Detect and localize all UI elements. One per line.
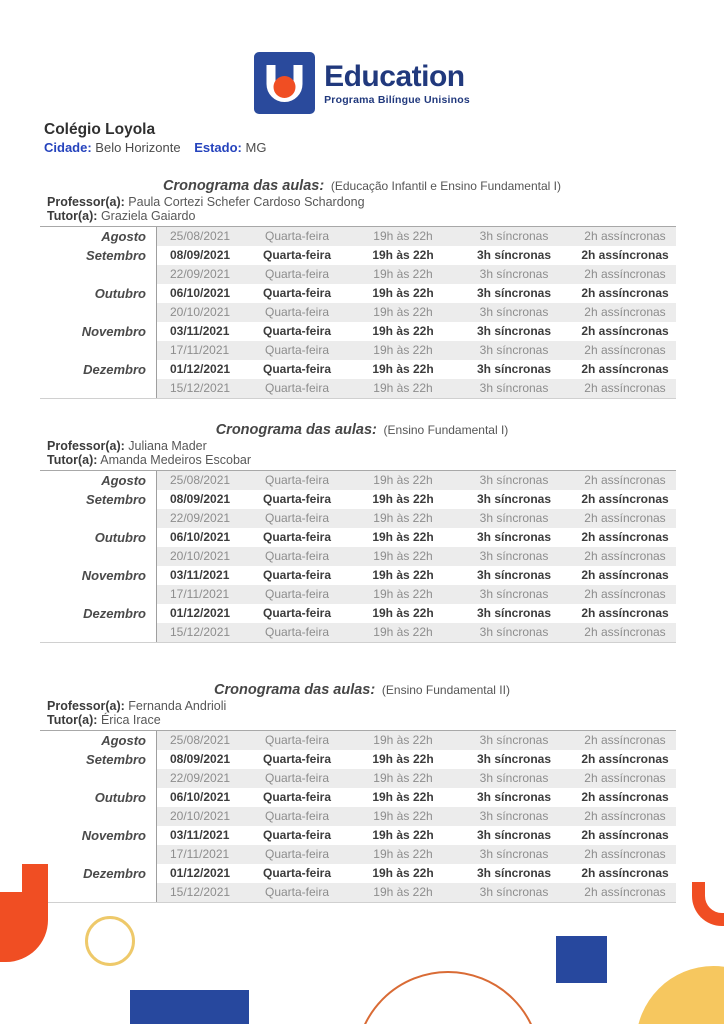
logo-text-block (324, 61, 470, 106)
table-row (40, 528, 676, 547)
professor-line (47, 699, 724, 713)
weekday-cell: Quarta-feira (242, 284, 352, 303)
table-row (40, 566, 676, 585)
async-hours-cell: 2h assíncronas (574, 341, 676, 360)
month-cell: Agosto (40, 471, 157, 490)
date-cell: 08/09/2021 (157, 750, 242, 769)
table-row (40, 750, 676, 769)
sync-hours-cell: 3h síncronas (454, 322, 574, 341)
month-cell: Setembro (40, 490, 157, 509)
async-hours-cell: 2h assíncronas (574, 322, 676, 341)
weekday-cell: Quarta-feira (242, 604, 352, 623)
table-row (40, 826, 676, 845)
sync-hours-cell: 3h síncronas (454, 360, 574, 379)
school-location-line (44, 139, 724, 156)
date-cell: 20/10/2021 (157, 807, 242, 826)
professor-label: Professor(a): (47, 195, 125, 209)
async-hours-cell: 2h assíncronas (574, 731, 676, 750)
table-row (40, 845, 676, 864)
schedule-table (40, 470, 676, 643)
month-cell (40, 379, 157, 398)
date-cell: 03/11/2021 (157, 566, 242, 585)
section-title: Cronograma das aulas: (215, 422, 377, 438)
async-hours-cell: 2h assíncronas (574, 284, 676, 303)
month-cell: Agosto (40, 227, 157, 246)
async-hours-cell: 2h assíncronas (574, 807, 676, 826)
weekday-cell: Quarta-feira (242, 379, 352, 398)
async-hours-cell: 2h assíncronas (574, 788, 676, 807)
section-title-line (0, 419, 724, 438)
section-title: Cronograma das aulas: (214, 682, 376, 698)
month-cell: Novembro (40, 322, 157, 341)
table-row (40, 623, 676, 642)
decor-blue-square (556, 936, 607, 983)
month-cell: Outubro (40, 528, 157, 547)
date-cell: 22/09/2021 (157, 769, 242, 788)
professor-line (47, 195, 724, 209)
month-cell: Dezembro (40, 604, 157, 623)
date-cell: 01/12/2021 (157, 604, 242, 623)
table-row (40, 246, 676, 265)
date-cell: 20/10/2021 (157, 547, 242, 566)
time-cell: 19h às 22h (352, 509, 454, 528)
time-cell: 19h às 22h (352, 246, 454, 265)
sync-hours-cell: 3h síncronas (454, 585, 574, 604)
weekday-cell: Quarta-feira (242, 490, 352, 509)
month-cell: Novembro (40, 826, 157, 845)
date-cell: 22/09/2021 (157, 265, 242, 284)
weekday-cell: Quarta-feira (242, 883, 352, 902)
sync-hours-cell: 3h síncronas (454, 807, 574, 826)
table-row (40, 322, 676, 341)
time-cell: 19h às 22h (352, 379, 454, 398)
weekday-cell: Quarta-feira (242, 585, 352, 604)
state-value: MG (245, 140, 267, 155)
month-cell (40, 769, 157, 788)
date-cell: 25/08/2021 (157, 731, 242, 750)
sync-hours-cell: 3h síncronas (454, 623, 574, 642)
month-cell: Novembro (40, 566, 157, 585)
month-cell: Agosto (40, 731, 157, 750)
table-row (40, 585, 676, 604)
time-cell: 19h às 22h (352, 623, 454, 642)
sync-hours-cell: 3h síncronas (454, 788, 574, 807)
async-hours-cell: 2h assíncronas (574, 864, 676, 883)
time-cell: 19h às 22h (352, 750, 454, 769)
time-cell: 19h às 22h (352, 788, 454, 807)
section-title-line (0, 679, 724, 698)
async-hours-cell: 2h assíncronas (574, 490, 676, 509)
weekday-cell: Quarta-feira (242, 246, 352, 265)
table-row (40, 731, 676, 750)
time-cell: 19h às 22h (352, 807, 454, 826)
month-cell: Outubro (40, 284, 157, 303)
time-cell: 19h às 22h (352, 490, 454, 509)
month-cell: Dezembro (40, 360, 157, 379)
async-hours-cell: 2h assíncronas (574, 227, 676, 246)
table-row (40, 490, 676, 509)
tutor-line (47, 713, 724, 727)
sync-hours-cell: 3h síncronas (454, 528, 574, 547)
time-cell: 19h às 22h (352, 845, 454, 864)
weekday-cell: Quarta-feira (242, 509, 352, 528)
table-row (40, 788, 676, 807)
schedule-table (40, 226, 676, 399)
time-cell: 19h às 22h (352, 566, 454, 585)
tutor-name: Graziela Gaiardo (100, 209, 196, 223)
month-cell (40, 883, 157, 902)
date-cell: 22/09/2021 (157, 509, 242, 528)
table-row (40, 547, 676, 566)
time-cell: 19h às 22h (352, 585, 454, 604)
time-cell: 19h às 22h (352, 731, 454, 750)
weekday-cell: Quarta-feira (242, 864, 352, 883)
async-hours-cell: 2h assíncronas (574, 303, 676, 322)
month-cell (40, 547, 157, 566)
weekday-cell: Quarta-feira (242, 566, 352, 585)
async-hours-cell: 2h assíncronas (574, 509, 676, 528)
weekday-cell: Quarta-feira (242, 341, 352, 360)
logo-subtitle-text: Programa Bilíngue Unisinos (324, 93, 470, 106)
async-hours-cell: 2h assíncronas (574, 623, 676, 642)
date-cell: 06/10/2021 (157, 788, 242, 807)
weekday-cell: Quarta-feira (242, 826, 352, 845)
professor-name: Paula Cortezi Schefer Cardoso Schardong (128, 195, 365, 209)
tutor-label: Tutor(a): (47, 713, 98, 727)
time-cell: 19h às 22h (352, 547, 454, 566)
month-cell (40, 265, 157, 284)
school-name: Colégio Loyola (44, 121, 156, 138)
professor-line (47, 439, 724, 453)
sync-hours-cell: 3h síncronas (454, 883, 574, 902)
sync-hours-cell: 3h síncronas (454, 604, 574, 623)
weekday-cell: Quarta-feira (242, 623, 352, 642)
date-cell: 01/12/2021 (157, 864, 242, 883)
month-cell (40, 585, 157, 604)
professor-name: Fernanda Andrioli (128, 699, 227, 713)
date-cell: 25/08/2021 (157, 227, 242, 246)
async-hours-cell: 2h assíncronas (574, 360, 676, 379)
tutor-line (47, 453, 724, 467)
state-label: Estado: (194, 140, 242, 155)
date-cell: 15/12/2021 (157, 623, 242, 642)
sync-hours-cell: 3h síncronas (454, 265, 574, 284)
async-hours-cell: 2h assíncronas (574, 471, 676, 490)
table-row (40, 509, 676, 528)
async-hours-cell: 2h assíncronas (574, 379, 676, 398)
sync-hours-cell: 3h síncronas (454, 547, 574, 566)
weekday-cell: Quarta-feira (242, 322, 352, 341)
weekday-cell: Quarta-feira (242, 845, 352, 864)
schedule-section (0, 175, 724, 399)
weekday-cell: Quarta-feira (242, 303, 352, 322)
async-hours-cell: 2h assíncronas (574, 528, 676, 547)
tutor-name: Amanda Medeiros Escobar (100, 453, 252, 467)
month-cell (40, 341, 157, 360)
section-subtitle: (Ensino Fundamental I) (383, 423, 509, 437)
month-cell (40, 509, 157, 528)
sync-hours-cell: 3h síncronas (454, 826, 574, 845)
date-cell: 06/10/2021 (157, 284, 242, 303)
async-hours-cell: 2h assíncronas (574, 246, 676, 265)
weekday-cell: Quarta-feira (242, 731, 352, 750)
async-hours-cell: 2h assíncronas (574, 883, 676, 902)
professor-label: Professor(a): (47, 439, 125, 453)
table-row (40, 883, 676, 902)
weekday-cell: Quarta-feira (242, 360, 352, 379)
date-cell: 17/11/2021 (157, 341, 242, 360)
weekday-cell: Quarta-feira (242, 265, 352, 284)
sync-hours-cell: 3h síncronas (454, 490, 574, 509)
table-row (40, 604, 676, 623)
time-cell: 19h às 22h (352, 341, 454, 360)
async-hours-cell: 2h assíncronas (574, 604, 676, 623)
time-cell: 19h às 22h (352, 883, 454, 902)
weekday-cell: Quarta-feira (242, 750, 352, 769)
sync-hours-cell: 3h síncronas (454, 864, 574, 883)
time-cell: 19h às 22h (352, 227, 454, 246)
weekday-cell: Quarta-feira (242, 528, 352, 547)
sync-hours-cell: 3h síncronas (454, 341, 574, 360)
time-cell: 19h às 22h (352, 471, 454, 490)
city-label: Cidade: (44, 140, 92, 155)
sync-hours-cell: 3h síncronas (454, 769, 574, 788)
weekday-cell: Quarta-feira (242, 471, 352, 490)
schedule-table (40, 730, 676, 903)
table-row (40, 227, 676, 246)
sync-hours-cell: 3h síncronas (454, 303, 574, 322)
decor-yellow-ring (85, 916, 135, 966)
table-row (40, 379, 676, 398)
time-cell: 19h às 22h (352, 826, 454, 845)
table-row (40, 769, 676, 788)
weekday-cell: Quarta-feira (242, 807, 352, 826)
sync-hours-cell: 3h síncronas (454, 509, 574, 528)
month-cell (40, 845, 157, 864)
async-hours-cell: 2h assíncronas (574, 826, 676, 845)
section-subtitle: (Educação Infantil e Ensino Fundamental I) (330, 179, 561, 193)
table-row (40, 864, 676, 883)
month-cell: Setembro (40, 750, 157, 769)
table-row (40, 265, 676, 284)
date-cell: 03/11/2021 (157, 322, 242, 341)
async-hours-cell: 2h assíncronas (574, 750, 676, 769)
time-cell: 19h às 22h (352, 528, 454, 547)
weekday-cell: Quarta-feira (242, 788, 352, 807)
date-cell: 17/11/2021 (157, 585, 242, 604)
date-cell: 15/12/2021 (157, 883, 242, 902)
async-hours-cell: 2h assíncronas (574, 769, 676, 788)
time-cell: 19h às 22h (352, 604, 454, 623)
time-cell: 19h às 22h (352, 864, 454, 883)
time-cell: 19h às 22h (352, 265, 454, 284)
section-subtitle: (Ensino Fundamental II) (381, 683, 510, 697)
tutor-label: Tutor(a): (47, 453, 98, 467)
professor-name: Juliana Mader (128, 439, 207, 453)
section-title: Cronograma das aulas: (163, 178, 325, 194)
async-hours-cell: 2h assíncronas (574, 585, 676, 604)
professor-label: Professor(a): (47, 699, 125, 713)
decor-orange-u-hook (692, 882, 724, 926)
sync-hours-cell: 3h síncronas (454, 731, 574, 750)
async-hours-cell: 2h assíncronas (574, 547, 676, 566)
header-logo (0, 0, 724, 114)
tutor-label: Tutor(a): (47, 209, 98, 223)
date-cell: 20/10/2021 (157, 303, 242, 322)
section-title-line (0, 175, 724, 194)
month-cell: Outubro (40, 788, 157, 807)
education-logo-icon (254, 52, 315, 114)
decor-orange-ring (355, 971, 541, 1024)
schedule-section (0, 419, 724, 643)
sync-hours-cell: 3h síncronas (454, 246, 574, 265)
school-block (44, 121, 724, 156)
async-hours-cell: 2h assíncronas (574, 566, 676, 585)
date-cell: 15/12/2021 (157, 379, 242, 398)
date-cell: 03/11/2021 (157, 826, 242, 845)
table-row (40, 284, 676, 303)
sync-hours-cell: 3h síncronas (454, 566, 574, 585)
tutor-name: Érica Irace (100, 713, 161, 727)
async-hours-cell: 2h assíncronas (574, 265, 676, 284)
month-cell: Setembro (40, 246, 157, 265)
table-row (40, 471, 676, 490)
time-cell: 19h às 22h (352, 769, 454, 788)
sync-hours-cell: 3h síncronas (454, 471, 574, 490)
table-row (40, 807, 676, 826)
table-row (40, 360, 676, 379)
table-row (40, 341, 676, 360)
city-value: Belo Horizonte (95, 140, 181, 155)
decor-orange-j-hook (0, 892, 48, 962)
sync-hours-cell: 3h síncronas (454, 227, 574, 246)
time-cell: 19h às 22h (352, 303, 454, 322)
table-row (40, 303, 676, 322)
month-cell (40, 303, 157, 322)
date-cell: 17/11/2021 (157, 845, 242, 864)
date-cell: 25/08/2021 (157, 471, 242, 490)
month-cell: Dezembro (40, 864, 157, 883)
tutor-line (47, 209, 724, 223)
time-cell: 19h às 22h (352, 322, 454, 341)
sync-hours-cell: 3h síncronas (454, 284, 574, 303)
time-cell: 19h às 22h (352, 284, 454, 303)
decor-blue-rectangle (130, 990, 249, 1024)
date-cell: 08/09/2021 (157, 246, 242, 265)
weekday-cell: Quarta-feira (242, 769, 352, 788)
time-cell: 19h às 22h (352, 360, 454, 379)
decor-yellow-circle (636, 966, 724, 1024)
month-cell (40, 807, 157, 826)
sync-hours-cell: 3h síncronas (454, 750, 574, 769)
weekday-cell: Quarta-feira (242, 227, 352, 246)
date-cell: 01/12/2021 (157, 360, 242, 379)
month-cell (40, 623, 157, 642)
logo-brand-text: Education (324, 59, 465, 93)
schedule-sections (0, 175, 724, 903)
date-cell: 06/10/2021 (157, 528, 242, 547)
date-cell: 08/09/2021 (157, 490, 242, 509)
sync-hours-cell: 3h síncronas (454, 379, 574, 398)
async-hours-cell: 2h assíncronas (574, 845, 676, 864)
schedule-section (0, 679, 724, 903)
sync-hours-cell: 3h síncronas (454, 845, 574, 864)
weekday-cell: Quarta-feira (242, 547, 352, 566)
